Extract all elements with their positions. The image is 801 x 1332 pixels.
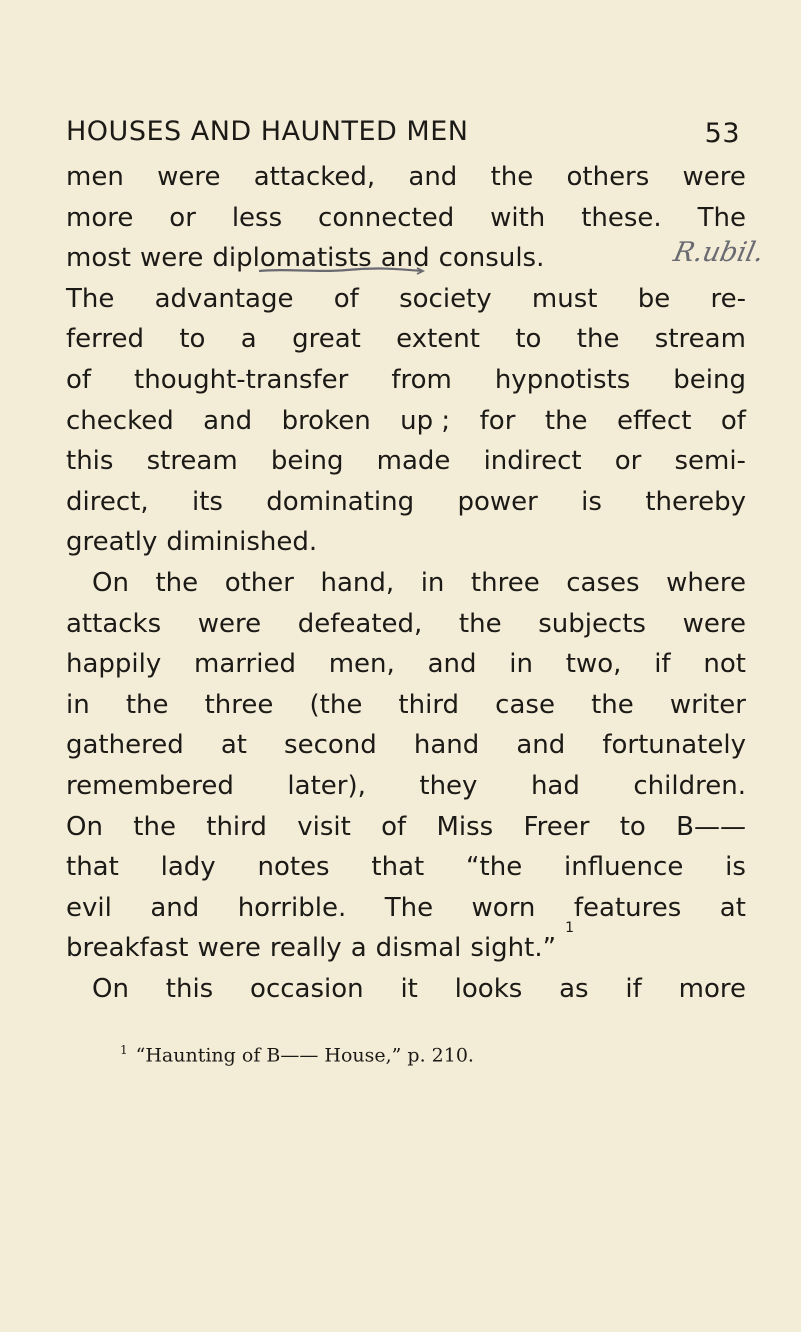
text-line [66, 157, 746, 198]
word: advantage [154, 283, 294, 314]
word: happily [66, 649, 162, 680]
word: stream [654, 324, 746, 355]
word: being [270, 446, 344, 477]
word: a [350, 933, 367, 964]
word: subjects [538, 608, 646, 639]
footnote-number: 1 [120, 1043, 128, 1057]
word: hand, [320, 567, 395, 598]
word: this [66, 446, 114, 477]
word: to [515, 324, 542, 355]
word: cases [566, 567, 640, 598]
word: connected [318, 202, 455, 233]
word: society [399, 283, 492, 314]
text-line [66, 522, 746, 563]
word: (the [309, 689, 363, 720]
word: fortunately [602, 730, 746, 761]
word: children. [633, 770, 746, 801]
word: made [376, 446, 451, 477]
text-line [66, 685, 746, 726]
word: features [573, 892, 682, 923]
word: gathered [66, 730, 184, 761]
word: On [92, 973, 129, 1004]
word: of [720, 405, 746, 436]
handwritten-annotation: R.ubil. [670, 237, 767, 268]
word: On [66, 811, 103, 842]
text-line [66, 360, 746, 401]
word: “the [466, 852, 523, 883]
word: of [66, 364, 92, 395]
word: dismal [375, 933, 462, 964]
word: of [333, 283, 359, 314]
word: is [725, 852, 746, 883]
word: with [490, 202, 546, 233]
word: be [637, 283, 671, 314]
word: were [682, 162, 746, 192]
word: dominating [266, 486, 415, 517]
word: less [231, 202, 283, 233]
word: thereby [645, 486, 746, 517]
word: direct, [66, 486, 149, 517]
word: consuls. [438, 243, 545, 274]
word: the [490, 162, 534, 192]
word: stream [146, 446, 238, 477]
word: were [197, 608, 262, 639]
word: a [240, 324, 257, 355]
text-line [66, 441, 746, 482]
word: greatly [66, 527, 158, 558]
word: and [203, 405, 253, 436]
word: they [419, 770, 478, 801]
word: diplomatists [212, 243, 372, 274]
text-line [66, 766, 746, 807]
body-text [66, 157, 767, 1009]
word: is [581, 486, 602, 517]
word: the [591, 689, 634, 720]
word: three [204, 689, 274, 720]
footnote-reference: 1 [565, 920, 575, 937]
word: power [457, 486, 538, 517]
word: the [155, 567, 199, 598]
word: these. [581, 202, 662, 233]
word: of [381, 811, 407, 842]
running-header [66, 112, 746, 154]
word: The [697, 202, 746, 233]
text-line [66, 401, 746, 442]
word: broken [281, 405, 371, 436]
word: third [398, 689, 460, 720]
word: evil [66, 892, 112, 923]
word: lady [160, 852, 216, 883]
word: for [479, 405, 516, 436]
word: later), [287, 770, 366, 801]
page-number: 53 [704, 118, 740, 149]
word: attacks [66, 608, 162, 639]
word: second [284, 730, 377, 761]
word: at [719, 892, 746, 923]
word: attacked, [253, 162, 376, 192]
word: the [544, 405, 588, 436]
word: in [420, 567, 445, 598]
word: married [194, 649, 296, 680]
word: influence [564, 852, 684, 883]
word: to [179, 324, 206, 355]
word: to [619, 811, 646, 842]
text-line [66, 279, 746, 320]
word: worn [471, 892, 536, 923]
word: ferred [66, 324, 144, 355]
text-line [66, 198, 746, 239]
text-line [66, 969, 746, 1010]
word: occasion [250, 973, 364, 1004]
word: men [66, 162, 124, 192]
word: others [566, 162, 650, 192]
word: if [654, 649, 671, 680]
text-line [66, 644, 746, 685]
word: horrible. [237, 892, 347, 923]
word: up ; [400, 405, 451, 436]
word: and [427, 649, 477, 680]
word: that [371, 852, 425, 883]
word: great [292, 324, 361, 355]
word: On [92, 567, 129, 598]
text-line [66, 482, 746, 523]
word: from [391, 364, 452, 395]
word: writer [669, 689, 746, 720]
word: re- [710, 283, 746, 314]
word: where [666, 567, 746, 598]
word: indirect [483, 446, 582, 477]
word: this [165, 973, 214, 1004]
word: more [66, 202, 134, 233]
word: at [220, 730, 247, 761]
word: being [673, 364, 746, 395]
word: Freer [523, 811, 590, 842]
word: most [66, 243, 131, 274]
word: had [530, 770, 580, 801]
word: hypnotists [494, 364, 631, 395]
word: must [531, 283, 598, 314]
word: hand [413, 730, 480, 761]
word: sight.” [470, 933, 557, 964]
word: or [614, 446, 642, 477]
word: that [66, 852, 119, 883]
word: it [400, 973, 418, 1004]
word: case [495, 689, 555, 720]
word: the [133, 811, 176, 842]
word: The [66, 283, 115, 314]
word: its [191, 486, 223, 517]
word: visit [297, 811, 351, 842]
word: looks [454, 973, 523, 1004]
word: effect [617, 405, 692, 436]
word: remembered [66, 770, 234, 801]
text-line [66, 888, 746, 929]
text-line [66, 847, 746, 888]
word: checked [66, 405, 174, 436]
word: the [125, 689, 169, 720]
word: two, [565, 649, 622, 680]
word: if [625, 973, 642, 1004]
footnote-text: “Haunting of B—— House,” p. 210. [135, 1044, 474, 1067]
text-line [66, 604, 746, 645]
text-line [66, 920, 746, 969]
word: in [509, 649, 533, 680]
word: as [559, 973, 589, 1004]
word: more [678, 973, 746, 1004]
text-line [66, 319, 746, 360]
word: were [157, 162, 221, 192]
word: The [384, 892, 434, 923]
word: the [458, 608, 502, 639]
word: and [408, 162, 458, 192]
word: or [169, 202, 196, 233]
running-title: HOUSES AND HAUNTED MEN [66, 116, 469, 147]
footnote [120, 1043, 474, 1066]
word: notes [257, 852, 330, 883]
word: the [576, 324, 620, 355]
text-line [66, 563, 746, 604]
text-line [66, 807, 746, 848]
word: and [380, 243, 430, 274]
word: Miss [436, 811, 494, 842]
word: were [682, 608, 746, 639]
word: three [470, 567, 540, 598]
text-line [66, 725, 746, 766]
word: semi- [674, 446, 746, 477]
text-line [66, 238, 746, 279]
word: diminished. [166, 527, 318, 558]
word: were [197, 933, 261, 964]
word: and [516, 730, 566, 761]
word: were [139, 243, 204, 274]
word: in [66, 689, 90, 720]
word: B—— [676, 811, 746, 842]
word: men, [328, 649, 395, 680]
word: defeated, [297, 608, 423, 639]
word: breakfast [66, 933, 189, 964]
word: not [703, 649, 746, 680]
word: third [206, 811, 267, 842]
word: really [269, 933, 342, 964]
word: other [224, 567, 294, 598]
word: extent [396, 324, 480, 355]
word: thought-transfer [134, 364, 349, 395]
word: and [150, 892, 200, 923]
